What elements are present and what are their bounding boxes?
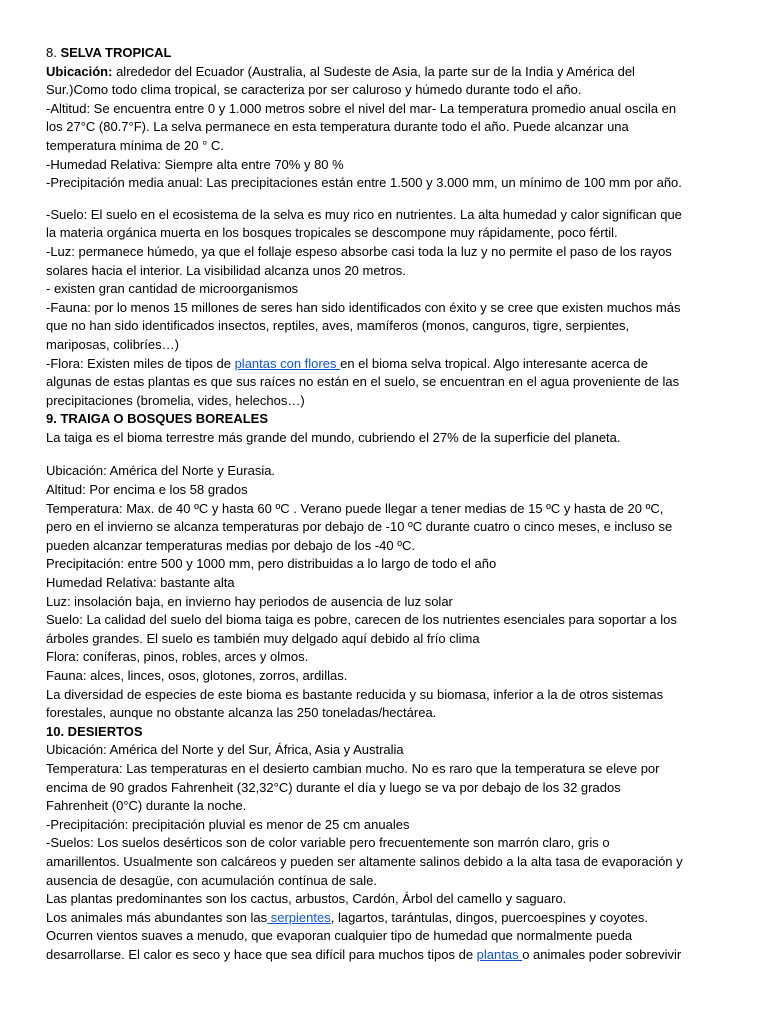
document-page	[46, 44, 736, 965]
paragraph-spacer	[46, 447, 736, 462]
text-line: temperatura mínima de 20 ° C.	[46, 137, 224, 153]
text-line: Temperatura: Max. de 40 ºC y hasta 60 ºC . Verano puede llegar a tener medias de 15 ºC y hasta de 20 ºC,	[46, 500, 664, 516]
text-line: pero en el invierno se alcanza temperaturas por debajo de -10 ºC durante cuatro o cinco meses, e incluso se	[46, 519, 673, 535]
calor-text: o animales poder sobrevivir	[522, 946, 682, 962]
text-line: Altitud: Por encima e los 58 grados	[46, 482, 248, 498]
text-line: Sur.)Como todo clima tropical, se caracteriza por ser caluroso y húmedo durante todo el año.	[46, 82, 582, 98]
animales-text: Los animales más abundantes son las	[46, 909, 268, 925]
ubicacion-text: alrededor del Ecuador (Australia, al Sudeste de Asia, la parte sur de la India y América del	[112, 63, 635, 79]
text-line: La diversidad de especies de este bioma es bastante reducida y su biomasa, inferior a la de otros sistemas	[46, 686, 664, 702]
paragraph-spacer	[46, 193, 736, 206]
text-line: forestales, aunque no obstante alcanza las 250 toneladas/hectárea.	[46, 705, 437, 721]
text-line: -Precipitación media anual: Las precipitaciones están entre 1.500 y 3.000 mm, un mínimo de 100 mm por año.	[46, 175, 682, 191]
text-line: Humedad Relativa: bastante alta	[46, 575, 235, 591]
text-line: Temperatura: Las temperaturas en el desierto cambian mucho. No es raro que la temperatura se eleve por	[46, 760, 660, 776]
serpientes-link[interactable]: serpientes	[267, 909, 331, 925]
heading-text: 10. DESIERTOS	[46, 723, 143, 739]
text-line: Flora: coníferas, pinos, robles, arces y olmos.	[46, 649, 309, 665]
text-line: la materia orgánica muerta en los bosques tropicales se descompone muy rápidamente, poco fértil.	[46, 225, 618, 241]
text-line: solares hacia el interior. La visibilidad alcanza unos 20 metros.	[46, 262, 406, 278]
text-line: amarillentos. Usualmente son calcáreos y pueden ser altamente salinos debido a la alta tasa de evaporación y	[46, 853, 683, 869]
heading-text: 9. TRAIGA O BOSQUES BOREALES	[46, 411, 268, 427]
text-line: los 27°C (80.7°F). La selva permanece en esta temperatura durante todo el año. Puede alcanzar una	[46, 119, 629, 135]
text-line: que no han sido identificados insectos, reptiles, aves, mamíferos (monos, canguros, tigre, serpientes,	[46, 318, 630, 334]
text-line: -Altitud: Se encuentra entre 0 y 1.000 metros sobre el nivel del mar- La temperatura promedio anual oscila en	[46, 100, 677, 116]
text-line: Suelo: La calidad del suelo del bioma taiga es pobre, carecen de los nutrientes esenciales para soportar a los	[46, 612, 677, 628]
text-line: -Precipitación: precipitación pluvial es menor de 25 cm anuales	[46, 816, 410, 832]
text-line: encima de 90 grados Fahrenheit (32,32°C) durante el día y luego se va por debajo de los 32 grados	[46, 779, 621, 795]
section-heading-selva	[46, 44, 736, 63]
text-line: -Suelos: Los suelos desérticos son de color variable pero frecuentemente son marrón claro, gris o	[46, 835, 610, 851]
section-heading-desiertos	[46, 723, 736, 742]
section-heading-taiga	[46, 410, 736, 429]
text-line: Fahrenheit (0°C) durante la noche.	[46, 798, 247, 814]
text-line: Luz: insolación baja, en invierno hay periodos de ausencia de luz solar	[46, 593, 453, 609]
selva-ubicacion-line	[46, 63, 736, 82]
flora-text: -Flora: Existen miles de tipos de	[46, 355, 235, 371]
text-line: algunas de estas plantas es que sus raíces no están en el suelo, se encuentran en el agua proveniente de las	[46, 374, 680, 390]
selva-flora-line	[46, 355, 736, 374]
heading-text: SELVA TROPICAL	[60, 45, 172, 60]
text-line: Las plantas predominantes son los cactus, arbustos, Cardón, Árbol del camello y saguaro.	[46, 891, 567, 907]
text-line: Fauna: alces, linces, osos, glotones, zorros, ardillas.	[46, 668, 348, 683]
text-line: Ocurren vientos suaves a menudo, que evaporan cualquier tipo de humedad que normalmente pueda	[46, 928, 633, 944]
animales-text: , lagartos, tarántulas, dingos, puercoespines y coyotes.	[330, 909, 648, 925]
text-line: mariposas, colibríes…)	[46, 336, 179, 352]
text-line: La taiga es el bioma terrestre más grande del mundo, cubriendo el 27% de la superficie del planeta.	[46, 429, 621, 445]
text-line: -Suelo: El suelo en el ecosistema de la selva es muy rico en nutrientes. La alta humedad y calor significan que	[46, 206, 682, 222]
text-line: pueden alcanzar temperaturas medias por debajo de los -40 ºC.	[46, 537, 415, 553]
text-line: Precipitación: entre 500 y 1000 mm, pero distribuidas a lo largo de todo el año	[46, 556, 497, 572]
desiertos-animales-line	[46, 909, 736, 928]
heading-number: 8.	[46, 45, 61, 60]
text-line: Ubicación: América del Norte y Eurasia.	[46, 463, 276, 479]
text-line: ausencia de desagüe, con acumulación contínua de sale.	[46, 872, 378, 888]
ubicacion-label: Ubicación:	[46, 63, 113, 79]
text-line: precipitaciones (bromelia, vides, helechos…)	[46, 392, 305, 408]
flora-text: en el bioma selva tropical. Algo interesante acerca de	[340, 355, 648, 371]
text-line: Ubicación: América del Norte y del Sur, África, Asia y Australia	[46, 742, 404, 758]
calor-text: desarrollarse. El calor es seco y hace que sea difícil para muchos tipos de	[46, 946, 477, 962]
plantas-link[interactable]: plantas	[476, 946, 523, 962]
text-line: -Humedad Relativa: Siempre alta entre 70% y 80 %	[46, 156, 344, 172]
text-line: árboles grandes. El suelo es también muy delgado aquí debido al frío clima	[46, 630, 480, 646]
plantas-con-flores-link[interactable]: plantas con flores	[234, 355, 341, 371]
text-line: -Luz: permanece húmedo, ya que el follaje espeso absorbe casi toda la luz y no permite el paso de los rayos	[46, 243, 672, 259]
text-line: - existen gran cantidad de microorganismos	[46, 281, 299, 297]
text-line: -Fauna: por lo menos 15 millones de seres han sido identificados con éxito y se cree que existen muchos más	[46, 299, 681, 315]
desiertos-calor-line	[46, 946, 736, 965]
